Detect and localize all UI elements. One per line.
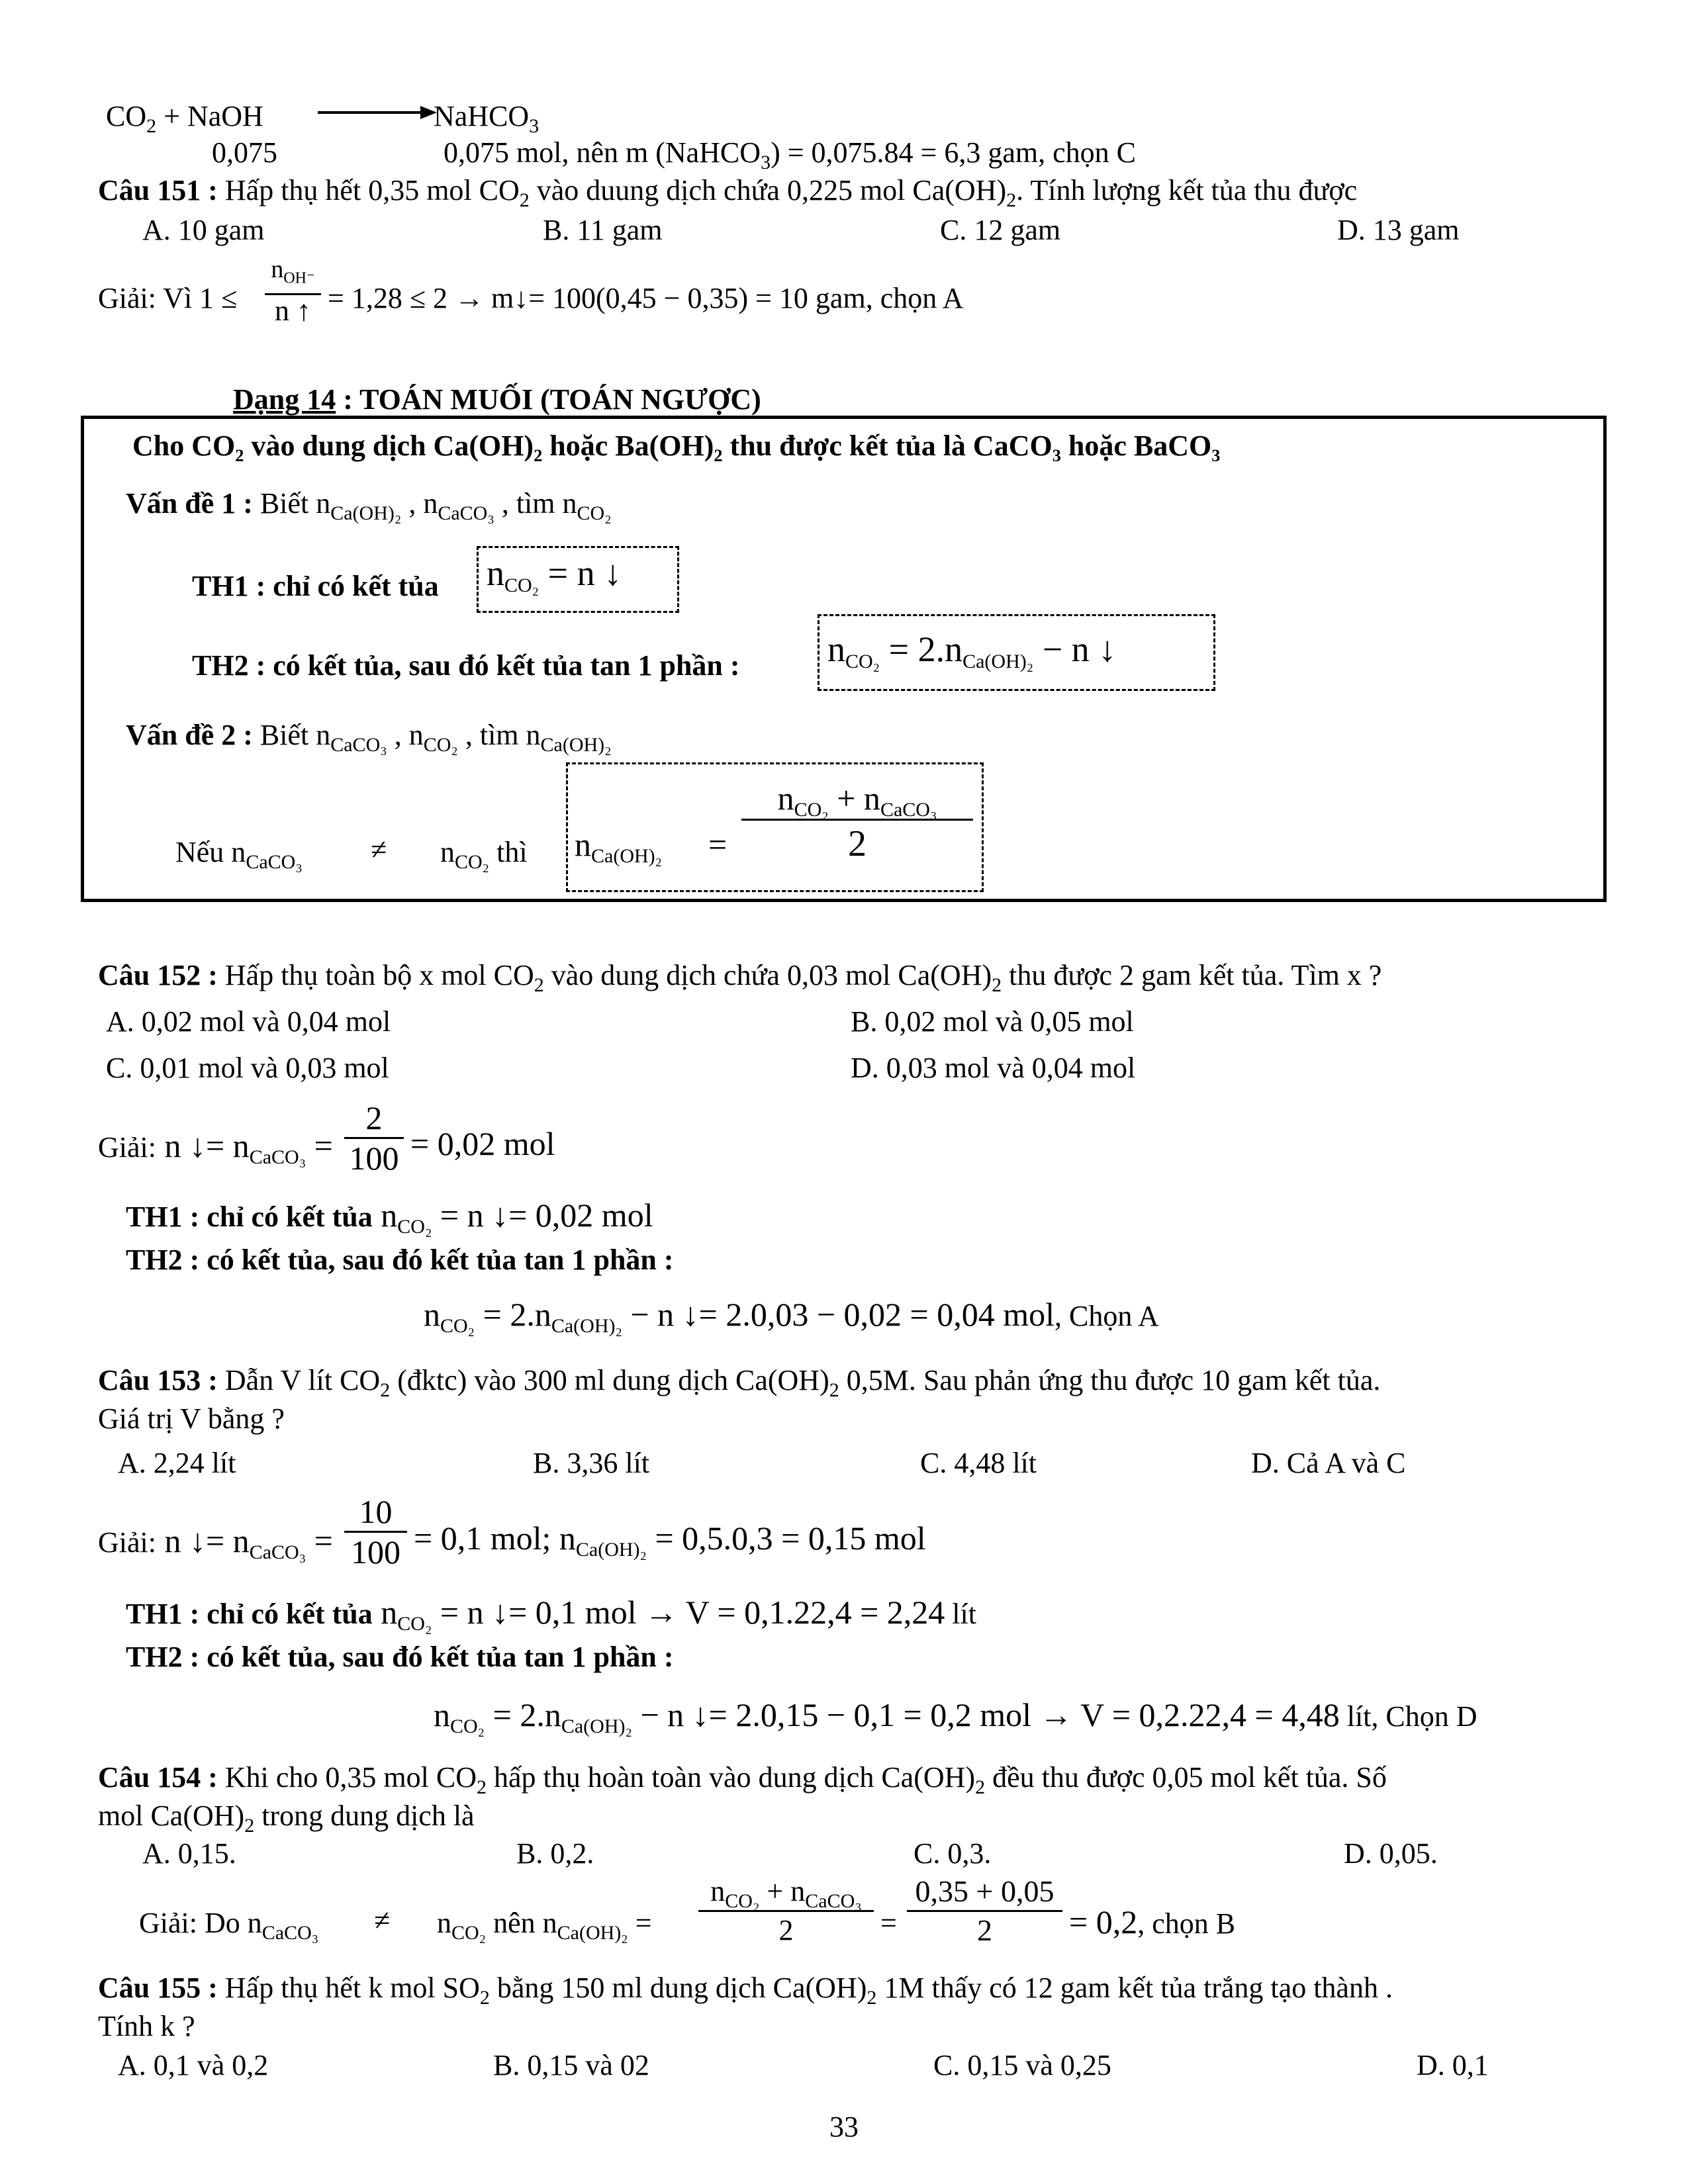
th1-label: TH1 : chỉ có kết tủa [192,570,439,602]
product-text: NaHCO [434,100,530,132]
text: (đktc) vào 300 ml dung dịch Ca(OH) [390,1364,829,1396]
text: Giải: [98,1131,156,1163]
neu-co2 [440,835,528,873]
text: n [777,780,794,817]
fraction-denominator: 2 [778,1914,794,1946]
q155-question [98,1971,1393,2009]
text: + n [759,1875,806,1907]
section-heading [233,383,761,417]
text: vào duung dịch chứa 0,225 mol Ca(OH) [529,174,1007,206]
text: = n ↓= 0,02 mol [432,1197,653,1234]
fraction-numerator [265,255,321,293]
sub: 3 [529,115,539,137]
q154-eq2: = [880,1907,897,1939]
sub: CO₂ [455,851,490,873]
q152-result: = 0,02 mol [410,1125,555,1162]
sub: CaCO₃ [261,1922,319,1944]
q153-option-b: B. 3,36 lít [533,1447,650,1479]
sub: CaCO₃ [249,1541,306,1563]
fraction-numerator [698,1873,874,1910]
text: = 1,28 ≤ 2 → m↓= 100(0,45 − 0,35) = 10 gam [328,282,866,314]
text: n [827,629,845,669]
theory-intro: Cho CO₂ vào dung dịch Ca(OH)₂ hoặc Ba(OH)₂ thu được kết tủa là CaCO₃ hoặc BaCO₃ [132,430,1221,462]
text: Giải: Do n [139,1907,262,1939]
vd1-line [126,486,612,524]
page-number: 33 [829,2111,859,2143]
fraction-denominator: 100 [351,1533,400,1570]
reaction-line [106,99,263,137]
question-label: Câu 151 : [98,174,218,206]
th1-label: TH1 : chỉ có kết tủa [126,1201,373,1233]
text: trong dung dịch là [254,1799,475,1832]
text: , chọn B [1137,1907,1236,1940]
text: , n [401,487,438,520]
text: 0,075 mol, nên m (NaHCO [444,136,761,169]
text: đều thu được 0,05 mol kết tủa. Số [985,1761,1387,1794]
sub: CO₂ [504,574,539,596]
q151-solution-prefix: Giải: Vì 1 ≤ [98,282,238,314]
text: = 0,5.0,3 = 0,15 mol [646,1520,926,1557]
q154-question-line2 [98,1799,475,1837]
text: n [487,553,504,593]
text: − n ↓= 2.0,03 − 0,02 = 0,04 mol [622,1296,1055,1333]
q154-fraction-2 [907,1873,1062,1949]
q151-option-d: D. 13 gam [1337,214,1460,246]
sub: 2 [244,1815,255,1837]
q153-question-line2: Giá trị V bằng ? [98,1402,285,1435]
text: n [271,255,284,283]
sub: CO₂ [794,799,829,821]
th2-label: TH2 : có kết tủa, sau đó kết tủa tan 1 phần : [192,649,740,682]
text: n ↓= n [156,1522,250,1559]
sub: CO₂ [725,1890,760,1912]
q153-th2-formula [434,1696,1477,1737]
text: vào dung dịch chứa 0,03 mol Ca(OH) [543,959,992,991]
mol-left: 0,075 [212,136,277,169]
section-label: Dạng 14 [233,383,336,416]
sub: CaCO₃ [246,851,303,873]
vd2-formula-eq: = [708,826,727,863]
sub: Ca(OH)₂ [330,502,402,524]
sub: 2 [146,115,157,137]
question-label: Câu 153 : [98,1364,218,1396]
q155-option-d: D. 0,1 [1417,2049,1489,2081]
text: Khi cho 0,35 mol CO [217,1761,477,1794]
q151-option-c: C. 12 gam [940,214,1061,246]
text: Hấp thụ hết k mol SO [217,1972,480,2004]
sub: 2 [380,1379,391,1401]
text: n [424,1296,440,1333]
q151-solution-rest [328,281,964,316]
q155-option-c: C. 0,15 và 0,25 [933,2049,1111,2081]
sub: 2 [534,974,544,996]
text: n [575,826,591,863]
vd2-line [126,718,612,756]
text: − n ↓= 2.0,15 − 0,1 = 0,2 mol → V = 0,2.22,4 = 4,48 [632,1696,1340,1733]
sub: CaCO₃ [330,734,387,756]
q153-solution [98,1522,333,1563]
text: , tìm n [457,719,541,751]
question-label: Câu 155 : [98,1972,218,2004]
text: hấp thụ hoàn toàn vào dung dịch Ca(OH) [487,1761,976,1794]
reaction-product [434,99,539,137]
fraction-numerator: 2 [365,1099,383,1136]
text: = 0,1 mol; n [414,1520,576,1557]
q154-solution-mid [437,1906,652,1944]
th1-formula [487,553,622,596]
sub: 3 [761,152,771,173]
sub: Ca(OH)₂ [551,1315,622,1337]
reactant-naoh: + NaOH [164,100,263,132]
text: , chọn A [865,282,964,314]
q152-question [98,958,1382,996]
text: thu được 2 gam kết tủa. Tìm x ? [1002,959,1382,991]
text: Biết n [252,719,331,751]
q153-th2-label: TH2 : có kết tủa, sau đó kết tủa tan 1 phần : [126,1641,674,1673]
q152-fraction [344,1099,404,1177]
fraction-denominator: 2 [977,1913,992,1947]
sub: Ca(OH)₂ [540,734,612,756]
sub: Ca(OH)₂ [591,845,663,867]
q154-solution-prefix [139,1906,319,1944]
q153-th1 [126,1594,976,1635]
sub: CO₂ [397,1613,432,1635]
q153-result [414,1520,926,1561]
sub: CO₂ [397,1216,432,1238]
text: n [437,1907,451,1939]
q154-neq: ≠ [374,1904,391,1936]
text: Dẫn V lít CO [217,1364,381,1396]
fraction-denominator: n ↑ [275,294,311,327]
sub: Ca(OH)₂ [962,651,1034,672]
fraction-denominator: 100 [349,1140,399,1177]
sub: CO₂ [577,502,612,524]
q152-th2-formula [424,1296,1159,1337]
q154-option-c: C. 0,3. [914,1837,992,1870]
text: n ↓= n [156,1127,250,1164]
q154-option-d: D. 0,05. [1344,1837,1438,1870]
q153-fraction [344,1492,407,1571]
th1-label: TH1 : chỉ có kết tủa [126,1598,373,1630]
text: ) = 0,075.84 = 6,3 gam, chọn C [771,136,1136,169]
vd2-fraction [741,778,973,867]
q152-solution [98,1127,333,1168]
reaction-arrow-icon [318,103,437,122]
neq-symbol: ≠ [371,833,387,866]
text: mol Ca(OH) [98,1799,245,1832]
text: lít [945,1598,976,1630]
q152-option-a: A. 0,02 mol và 0,04 mol [106,1005,391,1038]
q154-option-b: B. 0,2. [516,1837,594,1870]
text: − n ↓ [1033,629,1117,669]
fraction-numerator: 0,35 + 0,05 [915,1874,1055,1908]
mol-right [444,136,1136,173]
text: , n [387,719,424,751]
q152-option-b: B. 0,02 mol và 0,05 mol [851,1005,1134,1038]
sub: 2 [1006,189,1017,211]
text: = [628,1907,652,1939]
sub: Ca(OH)₂ [561,1715,632,1737]
q152-option-d: D. 0,03 mol và 0,04 mol [851,1052,1136,1084]
section-title: : TOÁN MUỐI (TOÁN NGƯỢC) [336,383,761,416]
text: . Tính lượng kết tủa thu được [1016,174,1358,206]
text: = [306,1522,333,1559]
text: lít, Chọn D [1339,1700,1477,1733]
text: Hấp thụ hết 0,35 mol CO [217,174,520,206]
q154-question [98,1760,1387,1798]
text: Hấp thụ toàn bộ x mol CO [217,959,534,991]
sub: CaCO₃ [249,1146,306,1168]
text: = 2.n [880,629,963,669]
q155-question-line2: Tính k ? [98,2010,195,2042]
q151-question [98,173,1358,211]
q151-option-a: A. 10 gam [142,214,265,246]
q154-fraction-1 [698,1873,874,1949]
text: n [440,836,455,868]
sub: 2 [479,1987,490,2009]
vd2-formula-lhs [575,826,663,867]
sub: CaCO₃ [880,799,937,821]
q151-fraction [265,255,321,327]
sub: CO₂ [450,1715,485,1737]
sub: 2 [867,1987,877,2009]
neu-line [175,835,303,873]
fraction-denominator: 2 [848,823,867,864]
q155-option-b: B. 0,15 và 02 [493,2049,649,2081]
sub: Ca(OH)₂ [557,1922,628,1944]
sub: 2 [519,189,530,211]
q153-question [98,1363,1381,1401]
text: = [306,1127,333,1164]
text: 0,5M. Sau phản ứng thu được 10 gam kết tủa. [839,1364,1381,1396]
question-label: Câu 152 : [98,959,218,991]
reactant-co2: CO [106,100,147,132]
text: = n ↓= 0,1 mol → V = 0,1.22,4 = 2,24 [432,1594,945,1631]
sub: CaCO₃ [805,1890,862,1912]
text: n [372,1197,398,1234]
q151-option-b: B. 11 gam [543,214,663,246]
q152-th1 [126,1197,653,1238]
q153-option-d: D. Cả A và C [1251,1447,1406,1479]
text: n [710,1875,726,1907]
text: = 0,2 [1069,1903,1138,1940]
text: Nếu n [175,836,246,868]
text: thì [489,836,528,868]
q154-option-a: A. 0,15. [142,1837,236,1870]
sub: CO₂ [845,651,880,672]
sub: CO₂ [440,1315,475,1337]
q153-option-c: C. 4,48 lít [920,1447,1037,1479]
sub: CO₂ [423,734,458,756]
sub: CO₂ [451,1922,487,1944]
fraction-numerator: 10 [359,1493,393,1530]
text: bằng 150 ml dung dịch Ca(OH) [489,1972,867,2004]
text: n [434,1696,450,1733]
q154-result [1069,1905,1235,1941]
text: + n [828,780,880,817]
q152-option-c: C. 0,01 mol và 0,03 mol [106,1052,389,1084]
text: Giải: [98,1526,156,1559]
text: 1M thấy có 12 gam kết tủa trắng tạo thành . [876,1972,1393,2004]
text: = 2.n [475,1296,551,1333]
text: n [372,1594,398,1631]
fraction-numerator [741,778,973,819]
sub: 2 [975,1776,986,1798]
vd2-label: Vấn đề 2 : [126,719,253,751]
q152-th2-label: TH2 : có kết tủa, sau đó kết tủa tan 1 phần : [126,1244,674,1276]
question-label: Câu 154 : [98,1761,218,1794]
text: = n ↓ [539,553,622,593]
text: nên n [486,1907,557,1939]
sub: Ca(OH)₂ [575,1539,647,1561]
sub: OH⁻ [283,269,315,287]
sub: 2 [477,1776,487,1798]
vd1-label: Vấn đề 1 : [126,487,253,520]
text: , tìm n [494,487,577,520]
sub: CaCO₃ [438,502,494,524]
q153-option-a: A. 2,24 lít [118,1447,236,1479]
sub: 2 [992,974,1002,996]
text: = 2.n [485,1696,561,1733]
sub: 2 [829,1379,839,1401]
th2-formula [827,629,1117,672]
text: Biết n [252,487,331,520]
q155-option-a: A. 0,1 và 0,2 [118,2049,269,2081]
text: , Chọn A [1055,1300,1159,1332]
